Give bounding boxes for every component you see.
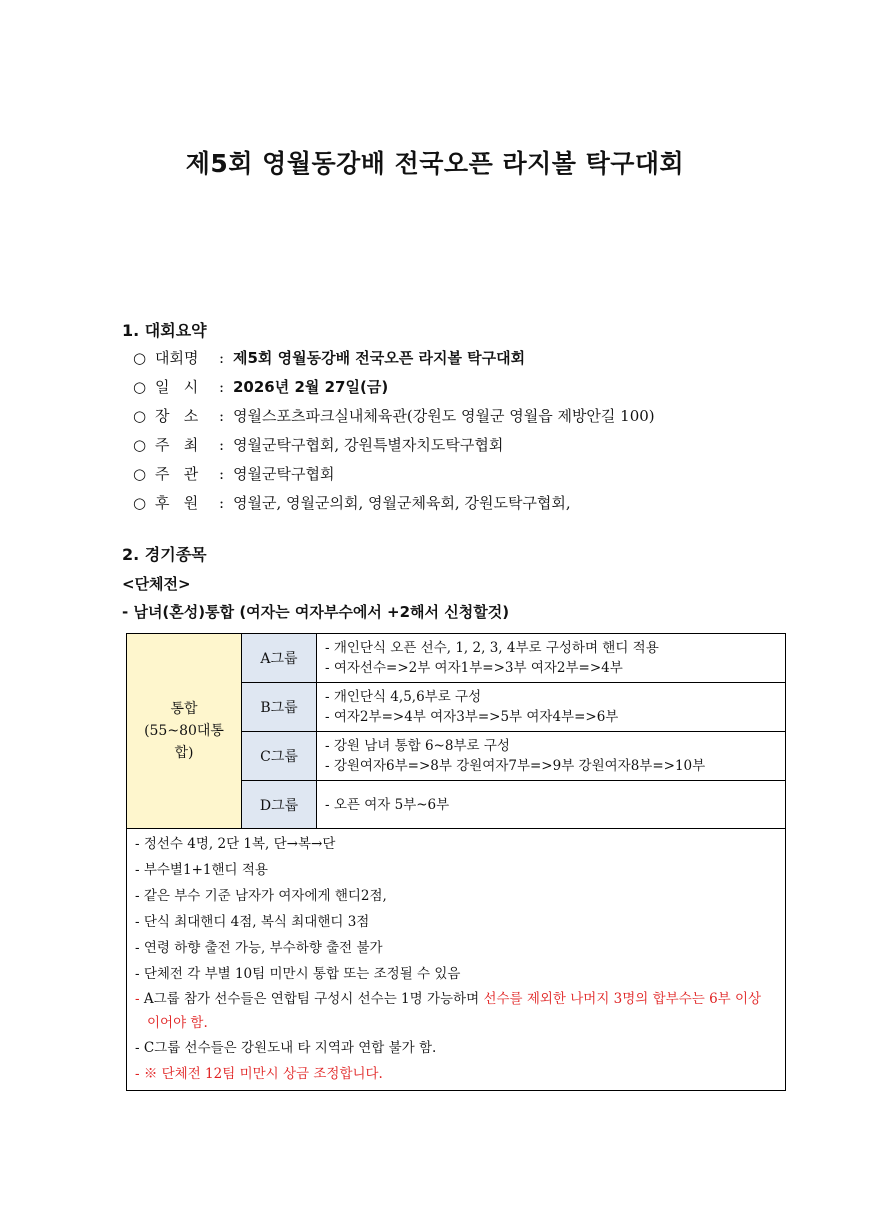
section-heading-events: 2. 경기종목 [122,545,207,564]
note-line-warning: - ※ 단체전 12팀 미만시 상금 조정합니다. [135,1066,383,1082]
event-description: - 남녀(혼성)통합 (여자는 여자부수에서 +2해서 신청할것) [122,603,510,621]
circle-bullet-icon: ○ [133,436,147,454]
summary-item-venue: ○ 장 소 : 영월스포츠파크실내체육관(강원도 영월군 영월읍 제방안길 100) [133,402,833,431]
summary-label: 대회명 [155,349,199,367]
event-table [126,633,786,1091]
summary-value: 영월군탁구협회 [233,465,335,483]
summary-label: 주 관 [155,465,199,483]
summary-item-organizer: ○ 주 관 : 영월군탁구협회 [133,460,833,489]
group-description: - 개인단식 오픈 선수, 1, 2, 3, 4부로 구성하며 핸디 적용 - 여자선수=>2부 여자1부=>3부 여자2부=>4부 [317,634,786,683]
table-row [127,634,786,683]
circle-bullet-icon: ○ [133,407,147,425]
group-name: D그룹 [242,781,317,829]
page-title: 제5회 영월동강배 전국오픈 라지볼 탁구대회 [185,149,685,178]
note-line: - 단식 최대핸디 4점, 복식 최대핸디 3점 [135,914,370,930]
note-line: - 연령 하향 출전 가능, 부수하향 출전 불가 [135,940,383,956]
summary-item-name: ○ 대회명 : 제5회 영월동강배 전국오픈 라지볼 탁구대회 [133,344,833,373]
summary-label: 장 소 [155,407,199,425]
summary-value: 제5회 영월동강배 전국오픈 라지볼 탁구대회 [233,349,526,367]
summary-value: 영월스포츠파크실내체육관(강원도 영월군 영월읍 제방안길 100) [233,407,655,425]
group-name: A그룹 [242,634,317,683]
section-heading-summary: 1. 대회요약 [122,321,207,340]
note-line: - 부수별1+1핸디 적용 [135,862,268,878]
group-name: C그룹 [242,732,317,781]
group-description: - 개인단식 4,5,6부로 구성 - 여자2부=>4부 여자3부=>5부 여자4부=>6부 [317,683,786,732]
note-line: - 단체전 각 부별 10팀 미만시 통합 또는 조정될 수 있음 [135,966,461,982]
notes-cell [127,829,786,1091]
summary-value: 2026년 2월 27일(금) [233,378,389,396]
summary-label: 주 최 [155,436,199,454]
note-line-group-a: - A그룹 참가 선수들은 연합팀 구성시 선수는 1명 가능하며 선수를 제외한 나머지 3명의 합부수는 6부 이상 이어야 함. [135,991,762,1031]
group-description: - 강원 남녀 통합 6~8부로 구성 - 강원여자6부=>8부 강원여자7부=>9부 강원여자8부=>10부 [317,732,786,781]
summary-item-date: ○ 일 시 : 2026년 2월 27일(금) [133,373,833,402]
group-name: B그룹 [242,683,317,732]
summary-item-sponsor: ○ 후 원 : 영월군, 영월군의회, 영월군체육회, 강원도탁구협회, [133,489,833,518]
subheading-team-event: <단체전> [122,575,191,593]
summary-label: 일 시 [155,378,199,396]
group-description: - 오픈 여자 5부~6부 [317,781,786,829]
table-row-notes [127,829,786,1091]
note-line: - 같은 부수 기준 남자가 여자에게 핸디2점, [135,888,387,904]
summary-list [133,344,833,518]
circle-bullet-icon: ○ [133,349,147,367]
summary-value: 영월군, 영월군의회, 영월군체육회, 강원도탁구협회, [233,494,571,512]
circle-bullet-icon: ○ [133,494,147,512]
summary-label: 후 원 [155,494,199,512]
note-line: - 정선수 4명, 2단 1복, 단→복→단 [135,836,336,852]
summary-item-host: ○ 주 최 : 영월군탁구협회, 강원특별자치도탁구협회 [133,431,833,460]
note-line: - C그룹 선수들은 강원도내 타 지역과 연합 불가 함. [135,1040,437,1056]
merged-category-cell: 통합 (55~80대통 합) [127,634,242,829]
circle-bullet-icon: ○ [133,378,147,396]
summary-value: 영월군탁구협회, 강원특별자치도탁구협회 [233,436,504,454]
circle-bullet-icon: ○ [133,465,147,483]
